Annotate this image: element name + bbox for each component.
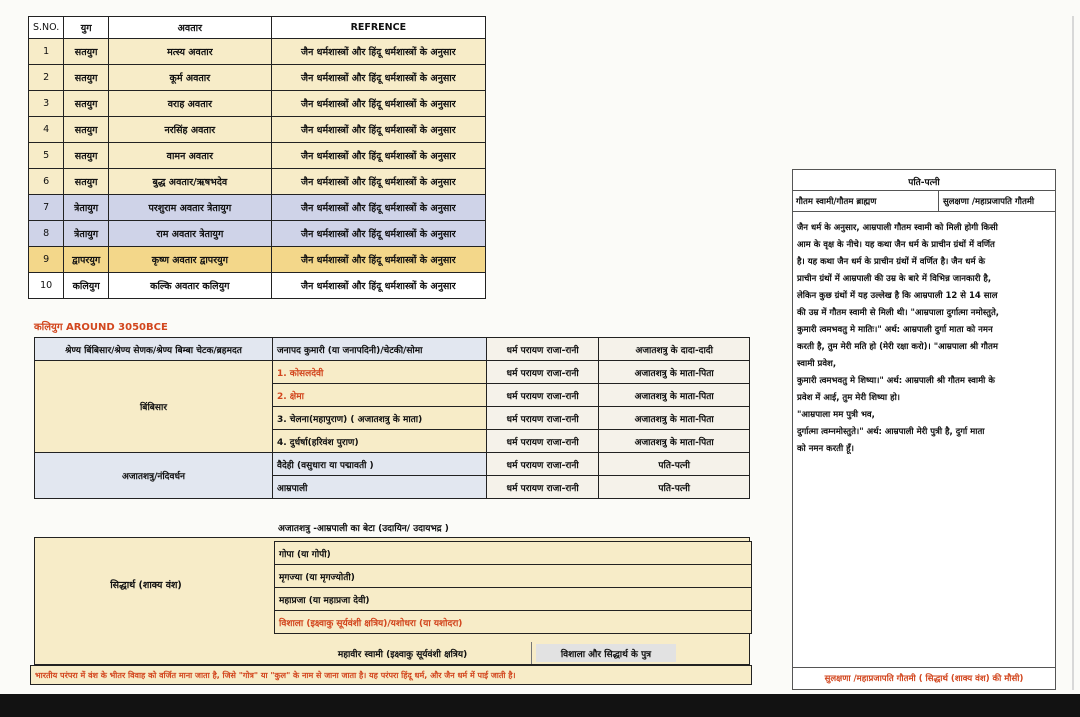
- body-line: है। यह कथा जैन धर्म के प्राचीन ग्रंथों में वर्णित है। जैन धर्म के: [797, 257, 986, 267]
- avatar-cell: मत्स्य अवतार: [109, 39, 272, 65]
- table-row: [275, 565, 752, 588]
- queen-cell: वैदेही (वसुधारा या पद्मावती ): [272, 453, 486, 476]
- table-row: [29, 91, 486, 117]
- queen-cell: 2. क्षेमा: [272, 384, 486, 407]
- yug-cell: सतयुग: [64, 169, 109, 195]
- avatar-cell: वराह अवतार: [109, 91, 272, 117]
- body-line: कुमारी त्वमभवतु मे शिष्या।" अर्थ: आम्रपाली श्री गौतम स्वामी के: [797, 376, 995, 386]
- reference-cell: जैन धर्मशास्त्रों और हिंदू धर्मशास्त्रों के अनुसार: [271, 247, 485, 273]
- relation-cell: पति-पत्नी: [599, 453, 750, 476]
- reference-cell: जैन धर्मशास्त्रों और हिंदू धर्मशास्त्रों के अनुसार: [271, 143, 485, 169]
- body-line: कुमारी त्वमभवतु मे मातिः।" अर्थ: आम्रपाली दुर्गा माता को नमन: [797, 325, 993, 335]
- sno-cell: 9: [29, 247, 64, 273]
- gotra-footnote: भारतीय परंपरा में वंश के भीतर विवाह को वर्जित माना जाता है, जिसे "गोत्र" या "कुल" के नाम से जाना जाता है। यह परंपरा हिंदू धर्म, और जैन धर्म में पाई जाती है।: [30, 665, 752, 685]
- siddhartha-label: सिद्धार्थ (शाक्य वंश): [110, 580, 182, 591]
- dharma-cell: धर्म परायण राजा-रानी: [486, 476, 598, 499]
- avatar-cell: कृष्ण अवतार द्वापरयुग: [109, 247, 272, 273]
- body-line: दुर्गात्मा त्वम्नमोस्तुते।" अर्थ: आम्रपाली मेरी पुत्री है, दुर्गा माता: [797, 427, 985, 437]
- panel-footer: सुलक्षणा /महाप्रजापति गौतमी ( सिद्धार्थ (शाक्य वंश) की मौसी): [793, 667, 1055, 689]
- table-row: [35, 338, 750, 361]
- dharma-cell: धर्म परायण राजा-रानी: [486, 430, 598, 453]
- name-left: गौतम स्वामी/गौतम ब्राह्मण: [793, 191, 939, 211]
- body-line: स्वामी प्रवेश,: [797, 359, 837, 369]
- mahavir-cell: महावीर स्वामी (इक्ष्वाकु सूर्यवंशी क्षत्रिय): [274, 642, 532, 664]
- yug-cell: त्रेतायुग: [64, 195, 109, 221]
- body-line: प्राचीन ग्रंथों में आम्रपाली की उम्र के बारे में विभिन्न जानकारी है,: [797, 274, 992, 284]
- mahavir-note: विशाला और सिद्धार्थ के पुत्र: [536, 644, 676, 662]
- table-row: [29, 273, 486, 299]
- avatar-cell: वामन अवतार: [109, 143, 272, 169]
- avatar-cell: राम अवतार त्रेतायुग: [109, 221, 272, 247]
- avatar-cell: परशुराम अवतार त्रेतायुग: [109, 195, 272, 221]
- relation-cell: अजातशत्रु के माता-पिता: [599, 361, 750, 384]
- ajatashatru-label: अजातशत्रु/नंदिवर्धन: [35, 453, 273, 499]
- dharma-cell: धर्म परायण राजा-रानी: [486, 453, 598, 476]
- siddhartha-wives-table: [274, 541, 752, 634]
- avatar-cell: कल्कि अवतार कलियुग: [109, 273, 272, 299]
- reference-cell: जैन धर्मशास्त्रों और हिंदू धर्मशास्त्रों के अनुसार: [271, 39, 485, 65]
- table-row: [29, 117, 486, 143]
- reference-cell: जैन धर्मशास्त्रों और हिंदू धर्मशास्त्रों के अनुसार: [271, 169, 485, 195]
- relation-cell: पति-पत्नी: [599, 476, 750, 499]
- relation-cell: अजातशत्रु के माता-पिता: [599, 407, 750, 430]
- sno-cell: 3: [29, 91, 64, 117]
- page-edge: [1072, 16, 1074, 690]
- avatar-table: [28, 16, 486, 299]
- queen-cell: 3. चेलना(महापुराण) ( अजातशत्रु के माता): [272, 407, 486, 430]
- yug-cell: सतयुग: [64, 117, 109, 143]
- table-row: [29, 221, 486, 247]
- table-row: [29, 247, 486, 273]
- relation-cell: अजातशत्रु के माता-पिता: [599, 430, 750, 453]
- body-line: लेकिन कुछ ग्रंथों में यह उल्लेख है कि आम्रपाली 12 से 14 साल: [797, 291, 998, 301]
- reference-cell: जैन धर्मशास्त्रों और हिंदू धर्मशास्त्रों के अनुसार: [271, 195, 485, 221]
- header-sno: S.NO.: [29, 17, 64, 39]
- yug-cell: सतयुग: [64, 143, 109, 169]
- relation-cell: अजातशत्रु के दादा-दादी: [599, 338, 750, 361]
- right-panel: [792, 169, 1056, 690]
- table-row: [275, 611, 752, 634]
- table-row: [275, 542, 752, 565]
- table-row: [29, 143, 486, 169]
- dharma-cell: धर्म परायण राजा-रानी: [486, 407, 598, 430]
- queen-cell: 4. दुर्धर्षा(हरिवंश पुराण): [272, 430, 486, 453]
- body-line: जैन धर्म के अनुसार, आम्रपाली गौतम स्वामी को मिली होगी किसी: [797, 223, 998, 233]
- bottom-bar: [0, 694, 1080, 717]
- table-row: [35, 361, 750, 384]
- table-row: [35, 453, 750, 476]
- panel-body: [797, 220, 1051, 458]
- wife-cell: गोपा (या गोपी): [275, 542, 752, 565]
- body-line: की उम्र में गौतम स्वामी से मिली थी। "आम्रपाला दुर्गात्मा नमोस्तुते,: [797, 308, 1000, 318]
- panel-title: पति-पत्नी: [793, 170, 1055, 191]
- sno-cell: 7: [29, 195, 64, 221]
- panel-names: [793, 191, 1055, 212]
- header-yug: युग: [64, 17, 109, 39]
- body-line: "आम्रपाला मम पुत्री भव,: [797, 410, 875, 420]
- sno-cell: 10: [29, 273, 64, 299]
- reference-cell: जैन धर्मशास्त्रों और हिंदू धर्मशास्त्रों के अनुसार: [271, 117, 485, 143]
- yug-cell: सतयुग: [64, 91, 109, 117]
- table-row: [29, 65, 486, 91]
- family-table: [34, 337, 750, 499]
- table-row: [29, 39, 486, 65]
- header-reference: REFRENCE: [271, 17, 485, 39]
- wife-cell: महाप्रजा (या महाप्रजा देवी): [275, 588, 752, 611]
- avatar-cell: कूर्म अवतार: [109, 65, 272, 91]
- sno-cell: 8: [29, 221, 64, 247]
- bimbisar-label: बिंबिसार: [35, 361, 273, 453]
- wife-cell: विशाला (इक्ष्वाकु सूर्यवंशी क्षत्रिय)/यशोधरा (या यशोदरा): [275, 611, 752, 634]
- yug-cell: द्वापरयुग: [64, 247, 109, 273]
- header-avatar: अवतार: [109, 17, 272, 39]
- reference-cell: जैन धर्मशास्त्रों और हिंदू धर्मशास्त्रों के अनुसार: [271, 65, 485, 91]
- kaliyug-heading: कलियुग AROUND 3050BCE: [34, 322, 168, 333]
- mahavir-row: [274, 642, 676, 664]
- reference-cell: जैन धर्मशास्त्रों और हिंदू धर्मशास्त्रों के अनुसार: [271, 91, 485, 117]
- yug-cell: कलियुग: [64, 273, 109, 299]
- sno-cell: 6: [29, 169, 64, 195]
- body-line: प्रवेश में आई, तुम मेरी शिष्या हो।: [797, 393, 901, 403]
- sno-cell: 1: [29, 39, 64, 65]
- relation-cell: अजातशत्रु के माता-पिता: [599, 384, 750, 407]
- son-line: अजातशत्रु -आम्रपाली का बेटा (उदायिन/ उदायभद्र ): [278, 524, 449, 534]
- table-row: [29, 195, 486, 221]
- wife-cell: मृगज्या (या मृगज्योती): [275, 565, 752, 588]
- dharma-cell: धर्म परायण राजा-रानी: [486, 384, 598, 407]
- sno-cell: 4: [29, 117, 64, 143]
- name-right: सुलक्षणा /महाप्रजापति गौतमी: [943, 197, 1035, 207]
- queen-cell: 1. कोसलदेवी: [272, 361, 486, 384]
- body-line: आम के वृक्ष के नीचे। यह कथा जैन धर्म के प्राचीन ग्रंथों में वर्णित: [797, 240, 995, 250]
- queen-cell: आम्रपाली: [272, 476, 486, 499]
- yug-cell: सतयुग: [64, 65, 109, 91]
- reference-cell: जैन धर्मशास्त्रों और हिंदू धर्मशास्त्रों के अनुसार: [271, 221, 485, 247]
- dharma-cell: धर्म परायण राजा-रानी: [486, 361, 598, 384]
- avatar-cell: नरसिंह अवतार: [109, 117, 272, 143]
- sno-cell: 2: [29, 65, 64, 91]
- reference-cell: जैन धर्मशास्त्रों और हिंदू धर्मशास्त्रों के अनुसार: [271, 273, 485, 299]
- dharma-cell: धर्म परायण राजा-रानी: [486, 338, 598, 361]
- sno-cell: 5: [29, 143, 64, 169]
- table-row: [29, 169, 486, 195]
- avatar-table-header: [29, 17, 486, 39]
- avatar-cell: बुद्ध अवतार/ऋषभदेव: [109, 169, 272, 195]
- yug-cell: त्रेतायुग: [64, 221, 109, 247]
- yug-cell: सतयुग: [64, 39, 109, 65]
- body-line: को नमन करती हूँ।: [797, 444, 854, 454]
- grandmother-cell: जनापद कुमारी (या जनापदिनी)/चेटकी/सोमा: [272, 338, 486, 361]
- table-row: [275, 588, 752, 611]
- grandparents-label: श्रेण्य बिंबिसार/श्रेण्य सेणक/श्रेण्य बिम्बा चेटक/ब्रहमदत: [35, 338, 273, 361]
- body-line: करती है, तुम मेरी मति हो (मेरी रक्षा करो)। "आम्रपाला श्री गौतम: [797, 342, 998, 352]
